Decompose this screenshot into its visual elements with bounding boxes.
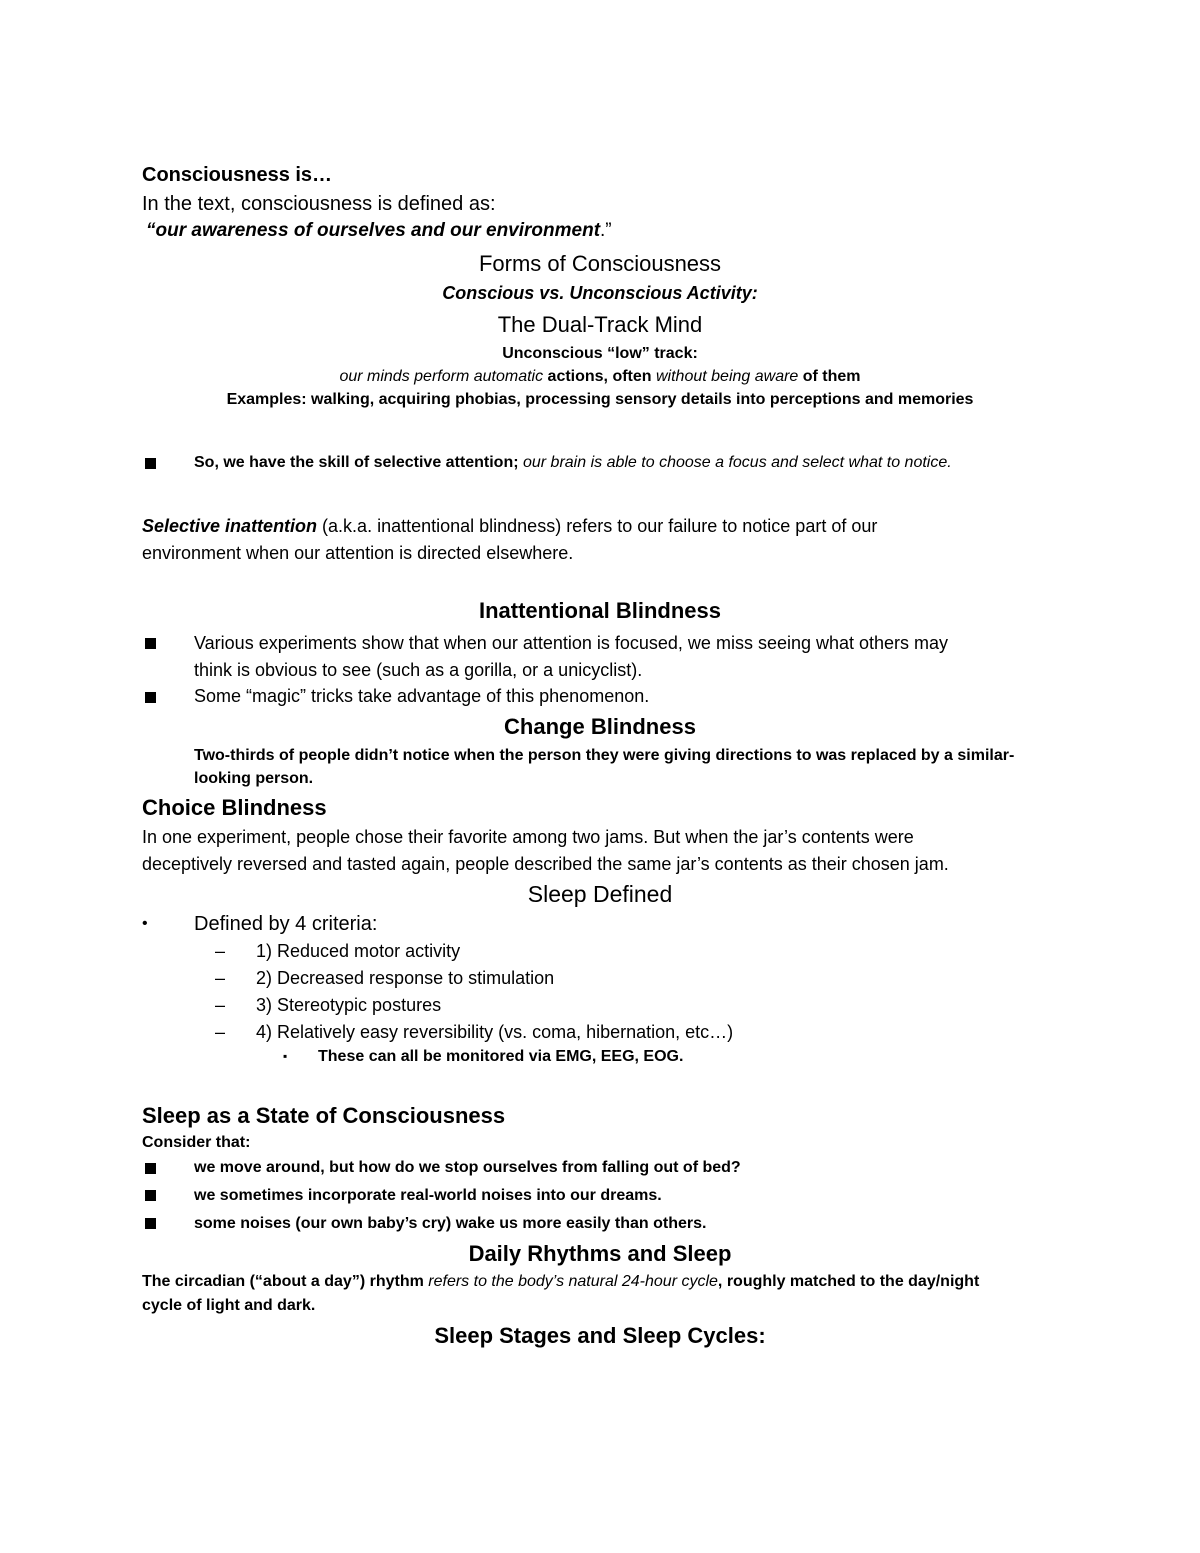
change-title: Change Blindness — [504, 714, 696, 739]
forms-title: Forms of Consciousness — [478, 251, 722, 276]
bullet-square-icon — [145, 638, 156, 649]
dual-track-title: The Dual-Track Mind — [497, 312, 703, 337]
rhythms-line-1 — [142, 1272, 979, 1291]
sleep-state-item: we move around, but how do we stop ourselves from falling out of bed? — [194, 1159, 741, 1176]
sleep-defined-bullet: Defined by 4 criteria: — [194, 913, 378, 935]
sleep-defined-title: Sleep Defined — [527, 881, 673, 907]
quote-open: “ — [146, 220, 156, 241]
inattentional-title: Inattentional Blindness — [478, 598, 722, 623]
choice-line-1: In one experiment, people chose their favorite among two jams. But when the jar’s contents were — [142, 827, 914, 847]
selective-attention-bullet — [194, 453, 952, 472]
choice-line-2: deceptively reversed and tasted again, people described the same jar’s contents as their chosen jam. — [142, 854, 949, 874]
inattentional-bullet-1-line-2: think is obvious to see (such as a gorilla, or a unicyclist). — [194, 660, 643, 680]
bullet-square-icon — [145, 692, 156, 703]
dash-icon: – — [215, 968, 226, 988]
inattentional-bullet-1-line-1: Various experiments show that when our attention is focused, we miss seeing what others may — [194, 633, 949, 653]
bullet-dot-icon: ▪ — [283, 1049, 288, 1063]
rhythms-italic: refers to the body’s natural 24-hour cycle — [428, 1273, 718, 1290]
sleep-state-item: we sometimes incorporate real-world noises into our dreams. — [194, 1187, 662, 1204]
auto-bold-1: actions, often — [543, 368, 656, 385]
selective-inattention-line-1 — [142, 516, 877, 538]
auto-italic-1: our minds perform automatic — [339, 368, 544, 385]
rhythms-bold-1: The circadian (“about a day”) rhythm — [142, 1273, 429, 1290]
rhythms-title: Daily Rhythms and Sleep — [468, 1241, 732, 1266]
dash-icon: – — [215, 995, 226, 1015]
selective-attention-italic: our brain is able to choose a focus and select what to notice. — [522, 454, 952, 471]
definition-intro: In the text, consciousness is defined as: — [142, 193, 496, 215]
selective-attention-bold: So, we have the skill of selective attention; — [194, 454, 523, 471]
selective-inattention-term: Selective inattention — [142, 516, 318, 536]
criteria-item: 2) Decreased response to stimulation — [256, 968, 555, 988]
quote-close: .” — [600, 220, 612, 241]
inattentional-bullet-2: Some “magic” tricks take advantage of this phenomenon. — [194, 686, 650, 706]
dash-icon: – — [215, 1022, 226, 1042]
choice-title: Choice Blindness — [142, 795, 327, 820]
bullet-square-icon — [145, 1190, 156, 1201]
sleep-state-item: some noises (our own baby’s cry) wake us more easily than others. — [194, 1215, 707, 1232]
change-line-1: Two-thirds of people didn’t notice when the person they were giving directions to was replaced by a similar- — [194, 747, 1015, 764]
bullet-square-icon — [145, 1218, 156, 1229]
rhythms-line-2: cycle of light and dark. — [142, 1297, 316, 1314]
selective-inattention-text: (a.k.a. inattentional blindness) refers to our failure to notice part of our — [317, 516, 878, 536]
examples-line: Examples: walking, acquiring phobias, processing sensory details into perceptions and memories — [226, 391, 974, 408]
bullet-square-icon — [145, 1163, 156, 1174]
automatic-actions-line — [0, 367, 1200, 386]
forms-subtitle: Conscious vs. Unconscious Activity: — [442, 283, 758, 303]
criteria-item: 4) Relatively easy reversibility (vs. coma, hibernation, etc…) — [256, 1022, 734, 1042]
auto-bold-2: of them — [798, 368, 861, 385]
auto-italic-2: without being aware — [656, 368, 799, 385]
change-line-2: looking person. — [194, 770, 314, 787]
criteria-item: 3) Stereotypic postures — [256, 995, 442, 1015]
low-track-label: Unconscious “low” track: — [502, 345, 698, 362]
bullet-square-icon — [145, 458, 156, 469]
stages-title: Sleep Stages and Sleep Cycles: — [434, 1323, 766, 1348]
quote-text: our awareness of ourselves and our environment — [155, 220, 601, 241]
dash-icon: – — [215, 941, 226, 961]
selective-inattention-line-2: environment when our attention is directed elsewhere. — [142, 543, 574, 563]
criteria-item: 1) Reduced motor activity — [256, 941, 461, 961]
section-heading-consciousness: Consciousness is… — [142, 164, 333, 186]
consider-label: Consider that: — [142, 1134, 251, 1151]
sleep-state-title: Sleep as a State of Consciousness — [142, 1103, 506, 1128]
rhythms-bold-2: , roughly matched to the day/night — [717, 1273, 980, 1290]
monitoring-note: These can all be monitored via EMG, EEG, EOG. — [318, 1048, 684, 1065]
bullet-dot-icon: • — [142, 915, 148, 932]
definition-quote — [146, 220, 612, 243]
